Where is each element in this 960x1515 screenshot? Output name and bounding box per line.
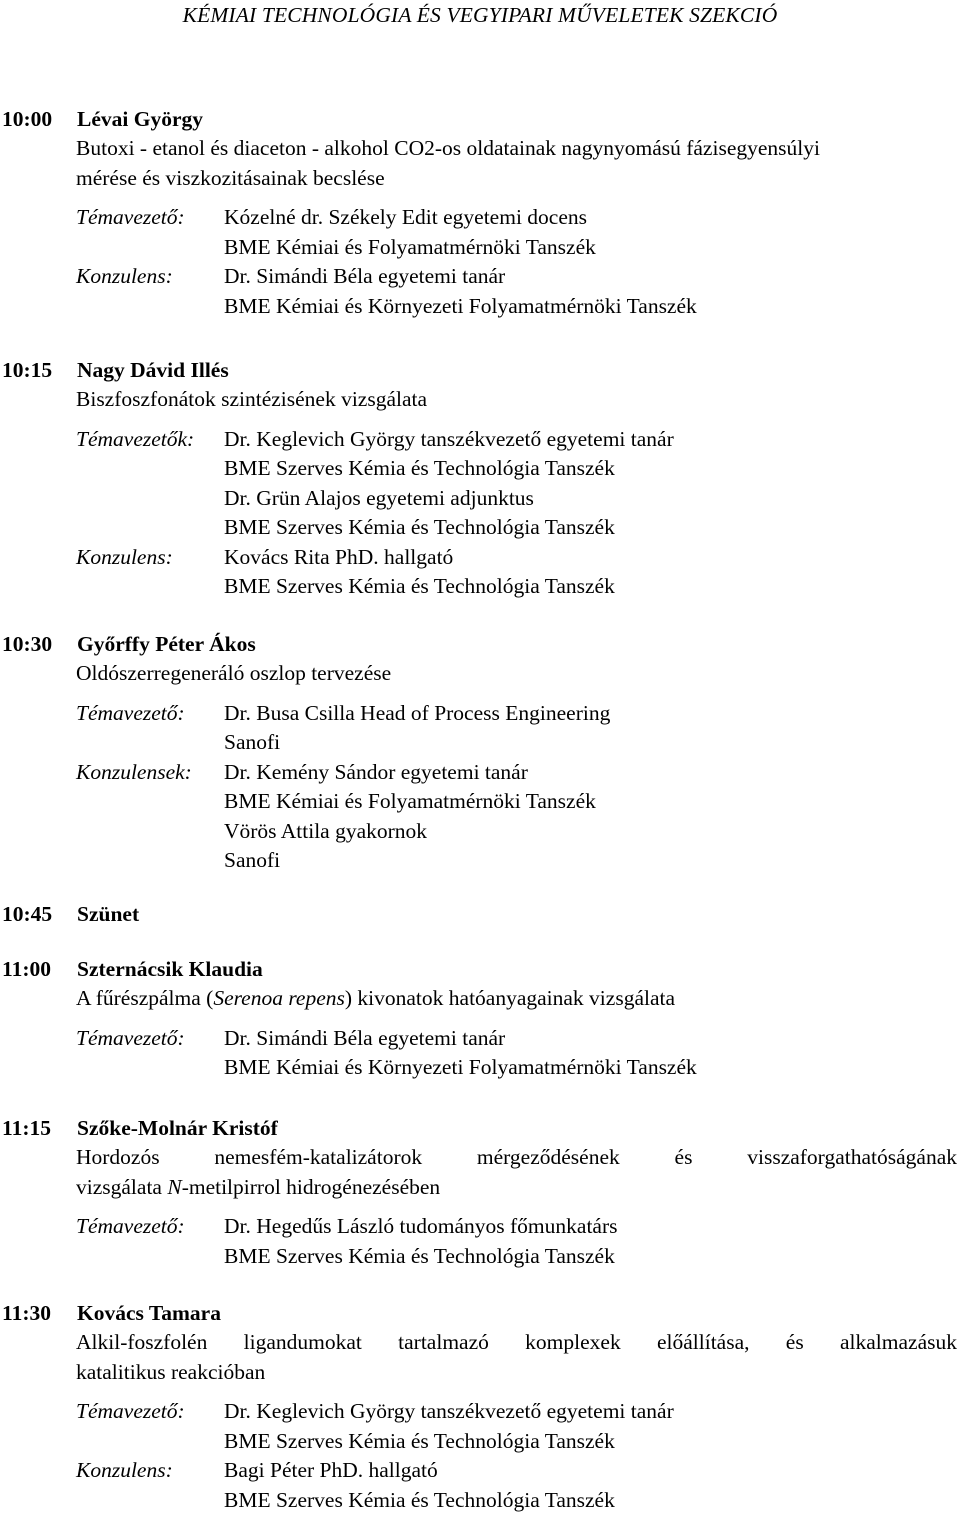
role-text: BME Szerves Kémia és Technológia Tanszék xyxy=(224,456,615,480)
role-text: BME Kémiai és Környezeti Folyamatmérnöki Tanszék xyxy=(224,1055,697,1079)
role-text: BME Szerves Kémia és Technológia Tanszék xyxy=(224,574,615,598)
talk-title xyxy=(76,1328,957,1387)
role-text: BME Szerves Kémia és Technológia Tanszék xyxy=(224,1243,615,1268)
talk-title-line xyxy=(76,1173,957,1203)
schedule-entry xyxy=(0,1298,960,1515)
role-label: Konzulens: xyxy=(76,1458,173,1482)
role-label: Témavezető: xyxy=(76,1025,185,1050)
section-title: KÉMIAI TECHNOLÓGIA ÉS VEGYIPARI MŰVELETEK SZEKCIÓ xyxy=(182,3,778,27)
talk-title-part: A fűrészpálma ( xyxy=(76,986,214,1010)
schedule-entry xyxy=(0,1113,960,1271)
talk-title-part: ) kivonatok hatóanyagainak vizsgálata xyxy=(344,986,676,1010)
role-text: Vörös Attila gyakornok xyxy=(224,818,428,843)
entry-time: 10:30 xyxy=(2,632,53,656)
entry-time: 10:15 xyxy=(2,358,53,382)
break-label: Szünet xyxy=(77,902,140,926)
presenter-name: Kovács Tamara xyxy=(77,1301,221,1325)
presenter-name: Győrffy Péter Ákos xyxy=(77,632,256,656)
presenter-name: Nagy Dávid Illés xyxy=(77,358,229,382)
entry-time: 10:00 xyxy=(2,107,53,131)
role-text: Kovács Rita PhD. hallgató xyxy=(224,544,454,569)
talk-title xyxy=(76,659,957,689)
role-label: Témavezető: xyxy=(76,1399,185,1423)
presenter-name: Szőke-Molnár Kristóf xyxy=(77,1116,278,1140)
role-text: Sanofi xyxy=(224,730,281,754)
talk-title xyxy=(76,134,957,193)
role-label: Témavezető: xyxy=(76,1214,185,1238)
role-text: Dr. Keglevich György tanszékvezető egyetemi tanár xyxy=(224,1399,674,1423)
schedule-entry xyxy=(0,629,960,876)
schedule-entry xyxy=(0,104,960,321)
talk-title xyxy=(76,984,957,1014)
talk-title-line: Biszfoszfonátok szintézisének vizsgálata xyxy=(76,387,428,411)
role-text: Dr. Keglevich György tanszékvezető egyetemi tanár xyxy=(224,426,674,451)
talk-title-line: Oldószerregeneráló oszlop tervezése xyxy=(76,661,392,685)
talk-title xyxy=(76,385,957,415)
role-text: Bagi Péter PhD. hallgató xyxy=(224,1458,438,1482)
talk-title-line: Hordozós nemesfém-katalizátorok mérgeződésének és visszaforgathatóságának xyxy=(76,1145,957,1169)
entry-time: 11:00 xyxy=(2,957,51,981)
supervisors-block xyxy=(0,1212,960,1271)
supervisors-block xyxy=(0,425,960,602)
role-text: BME Kémiai és Folyamatmérnöki Tanszék xyxy=(224,789,596,813)
role-text: BME Szerves Kémia és Technológia Tanszék xyxy=(224,515,615,539)
supervisors-block xyxy=(0,1397,960,1515)
role-label: Témavezető: xyxy=(76,700,185,725)
role-text: Dr. Hegedűs László tudományos főmunkatárs xyxy=(224,1214,618,1238)
role-text: Dr. Busa Csilla Head of Process Engineering xyxy=(224,700,611,725)
talk-title-part: vizsgálata xyxy=(76,1174,168,1199)
role-text: Kózelné dr. Székely Edit egyetemi docens xyxy=(224,205,587,229)
role-text: Dr. Simándi Béla egyetemi tanár xyxy=(224,264,506,288)
role-label: Konzulensek: xyxy=(76,759,192,784)
talk-title xyxy=(76,1143,957,1202)
role-text: BME Szerves Kémia és Technológia Tanszék xyxy=(224,1487,615,1512)
entry-time: 11:30 xyxy=(2,1301,51,1325)
role-text: Dr. Kemény Sándor egyetemi tanár xyxy=(224,759,528,784)
role-label: Témavezetők: xyxy=(76,426,195,451)
role-text: BME Kémiai és Környezeti Folyamatmérnöki Tanszék xyxy=(224,293,697,318)
role-text: Dr. Grün Alajos egyetemi adjunktus xyxy=(224,485,534,510)
entry-time: 11:15 xyxy=(2,1116,51,1140)
talk-title-italic: N xyxy=(167,1174,182,1199)
talk-title-part: -metilpirrol hidrogénezésében xyxy=(181,1174,441,1199)
role-text: BME Szerves Kémia és Technológia Tanszék xyxy=(224,1428,615,1453)
talk-title-line xyxy=(76,984,957,1014)
species-name: Serenoa repens xyxy=(213,986,345,1010)
presenter-name: Szternácsik Klaudia xyxy=(77,957,263,981)
role-label: Konzulens: xyxy=(76,264,173,288)
role-label: Témavezető: xyxy=(76,205,185,229)
presenter-name: Lévai György xyxy=(77,107,203,131)
schedule-entry xyxy=(0,954,960,1083)
talk-title-line: mérése és viszkozitásainak becslése xyxy=(76,165,385,190)
role-text: BME Kémiai és Folyamatmérnöki Tanszék xyxy=(224,234,596,259)
schedule-entry xyxy=(0,355,960,602)
entry-time: 10:45 xyxy=(2,902,53,926)
role-text: Dr. Simándi Béla egyetemi tanár xyxy=(224,1025,506,1050)
supervisors-block xyxy=(0,699,960,876)
talk-title-line: Alkil-foszfolén ligandumokat tartalmazó komplexek előállítása, és alkalmazásuk xyxy=(76,1330,957,1354)
schedule-break xyxy=(0,899,960,929)
supervisors-block xyxy=(0,1024,960,1083)
role-text: Sanofi xyxy=(224,848,281,872)
supervisors-block xyxy=(0,203,960,321)
talk-title-line: katalitikus reakcióban xyxy=(76,1359,266,1384)
talk-title-line: Butoxi - etanol és diaceton - alkohol CO2-os oldatainak nagynyomású fázisegyensúlyi xyxy=(76,136,820,160)
role-label: Konzulens: xyxy=(76,544,173,569)
